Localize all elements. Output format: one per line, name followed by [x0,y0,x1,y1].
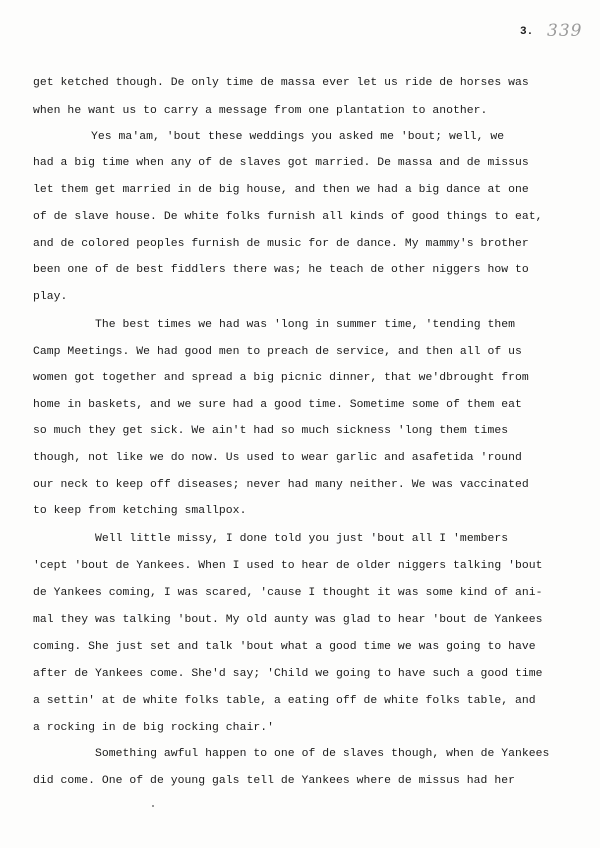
text-line: been one of de best fiddlers there was; he teach de other niggers how to [33,264,529,276]
text-line: of de slave house. De white folks furnish all kinds of good things to eat, [33,211,543,223]
text-line: home in baskets, and we sure had a good time. Sometime some of them eat [33,399,522,411]
page-stamp-number: 339 [547,21,583,41]
text-line: to keep from ketching smallpox. [33,505,247,517]
text-line: de Yankees coming, I was scared, 'cause I thought it was some kind of ani- [33,587,543,599]
text-line: after de Yankees come. She'd say; 'Child we going to have such a good time [33,668,543,680]
text-line: women got together and spread a big picnic dinner, that we'dbrought from [33,372,529,384]
text-line: get ketched though. De only time de massa ever let us ride de horses was [33,77,529,89]
text-line: coming. She just set and talk 'bout what a good time we was going to have [33,641,536,653]
text-line: and de colored peoples furnish de music for de dance. My mammy's brother [33,238,529,250]
text-line: when he want us to carry a message from one plantation to another. [33,105,488,117]
text-line: The best times we had was 'long in summer time, 'tending them [95,319,516,331]
text-line: Something awful happen to one of de slaves though, when de Yankees [95,748,550,760]
text-line: though, not like we do now. Us used to wear garlic and asafetida 'round [33,452,522,464]
text-line: Camp Meetings. We had good men to preach de service, and then all of us [33,346,522,358]
text-line: a rocking in de big rocking chair.' [33,722,274,734]
text-line: Yes ma'am, 'bout these weddings you asked me 'bout; well, we [91,131,505,143]
text-line: 'cept 'bout de Yankees. When I used to hear de older niggers talking 'bout [33,560,543,572]
text-line: so much they get sick. We ain't had so much sickness 'long them times [33,425,509,437]
text-line: did come. One of de young gals tell de Yankees where de missus had her [33,775,515,787]
text-line: a settin' at de white folks table, a eating off de white folks table, and [33,695,536,707]
text-line: had a big time when any of de slaves got married. De massa and de missus [33,157,529,169]
page-number: 3. [520,26,534,38]
text-line: mal they was talking 'bout. My old aunty was glad to hear 'bout de Yankees [33,614,543,626]
paper-speck [152,805,154,807]
text-line: play. [33,291,68,303]
text-line: our neck to keep off diseases; never had many neither. We was vaccinated [33,479,529,491]
text-line: Well little missy, I done told you just 'bout all I 'members [95,533,509,545]
text-line: let them get married in de big house, and then we had a big dance at one [33,184,529,196]
